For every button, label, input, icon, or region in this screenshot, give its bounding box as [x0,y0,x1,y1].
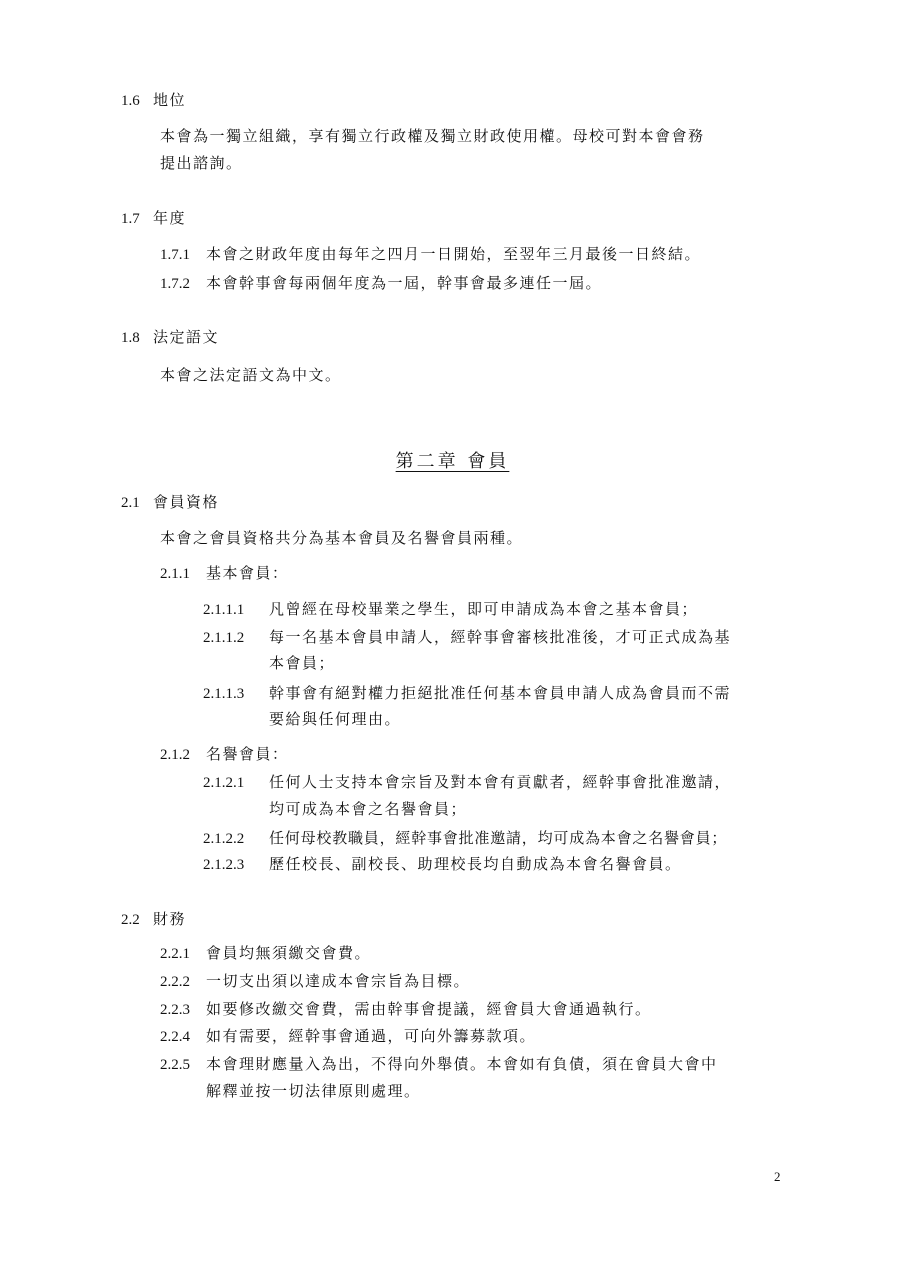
section-title: 會員資格 [153,493,220,511]
clause-2-1-1-1 [203,598,698,621]
section-1-6-body-line2: 提出諮詢。 [160,154,243,172]
clause-number: 1.7.1 [160,247,190,263]
clause-2-1-2-1 [203,771,731,794]
clause-number: 2.1.2.1 [203,775,245,791]
clause-number: 2.1.2.2 [203,831,245,847]
clause-number: 2.1.1.1 [203,602,245,618]
section-number: 2.1 [121,495,140,511]
clause-2-2-5 [160,1053,718,1076]
section-1-7-heading [121,207,186,230]
clause-text: 本會幹事會每兩個年度為一屆，幹事會最多連任一屆。 [206,274,603,292]
chapter-title-text: 第二章 會員 [395,451,510,472]
section-number: 1.7 [121,211,140,227]
clause-2-1-1-heading [160,562,289,585]
clause-2-2-3 [160,998,652,1021]
clause-text: 每一名基本會員申請人，經幹事會審核批准後，才可正式成為基 [269,628,732,646]
clause-2-2-4 [160,1025,536,1048]
section-1-6-body-line1: 本會為一獨立組織，享有獨立行政權及獨立財政使用權。母校可對本會會務 [160,127,705,145]
clause-2-1-1-3-continued: 要給與任何理由。 [269,710,402,728]
clause-2-1-2-2 [203,827,727,850]
section-title: 地位 [153,91,187,109]
section-title: 年度 [153,209,187,227]
section-number: 2.2 [121,912,140,928]
section-1-8-heading [121,326,219,349]
clause-number: 2.1.1.2 [203,630,245,646]
section-2-1-heading [121,491,219,514]
clause-text: 本會之財政年度由每年之四月一日開始，至翌年三月最後一日終結。 [206,245,702,263]
clause-number: 2.2.1 [160,946,190,962]
clause-2-1-1-2 [203,626,731,649]
clause-2-2-1 [160,942,371,965]
page-number: 2 [774,1169,781,1184]
clause-1-7-1 [160,243,701,266]
chapter-2-title [0,449,905,475]
clause-text: 歷任校長、副校長、助理校長均自動成為本會名譽會員。 [269,855,682,873]
clause-title: 名譽會員： [206,745,289,763]
clause-1-7-2 [160,272,602,295]
clause-2-1-1-2-continued: 本會員； [269,654,336,672]
section-2-2-heading [121,908,186,931]
clause-number: 2.1.1 [160,566,190,582]
clause-number: 2.2.5 [160,1057,190,1073]
section-title: 財務 [153,910,187,928]
clause-number: 2.2.4 [160,1029,190,1045]
section-number: 1.6 [121,93,140,109]
clause-number: 2.2.3 [160,1002,190,1018]
clause-text: 幹事會有絕對權力拒絕批准任何基本會員申請人成為會員而不需 [269,684,732,702]
clause-text: 如要修改繳交會費，需由幹事會提議，經會員大會通過執行。 [206,1000,652,1018]
clause-text: 任何人士支持本會宗旨及對本會有貢獻者，經幹事會批准邀請， [269,773,732,791]
section-title: 法定語文 [153,328,220,346]
clause-number: 2.1.1.3 [203,686,245,702]
clause-2-2-5-continued: 解釋並按一切法律原則處理。 [206,1082,421,1100]
section-2-1-body: 本會之會員資格共分為基本會員及名譽會員兩種。 [160,529,524,547]
clause-2-1-1-3 [203,682,731,705]
clause-2-2-2 [160,970,470,993]
clause-2-1-2-1-continued: 均可成為本會之名譽會員； [269,800,468,818]
clause-text: 會員均無須繳交會費。 [206,944,372,962]
clause-text: 如有需要，經幹事會通過，可向外籌募款項。 [206,1027,537,1045]
clause-text: 本會理財應量入為出，不得向外舉債。本會如有負債，須在會員大會中 [206,1055,718,1073]
clause-number: 2.1.2.3 [203,857,245,873]
clause-number: 2.1.2 [160,747,190,763]
clause-title: 基本會員： [206,564,289,582]
section-1-8-body: 本會之法定語文為中文。 [160,366,342,384]
section-1-6-heading [121,89,186,112]
clause-number: 1.7.2 [160,276,190,292]
clause-text: 凡曾經在母校畢業之學生，即可申請成為本會之基本會員； [269,600,699,618]
clause-number: 2.2.2 [160,974,190,990]
clause-2-1-2-heading [160,743,289,766]
section-number: 1.8 [121,330,140,346]
clause-text: 任何母校教職員，經幹事會批准邀請，均可成為本會之名譽會員； [269,829,728,847]
clause-2-1-2-3 [203,853,682,876]
clause-text: 一切支出須以達成本會宗旨為目標。 [206,972,471,990]
